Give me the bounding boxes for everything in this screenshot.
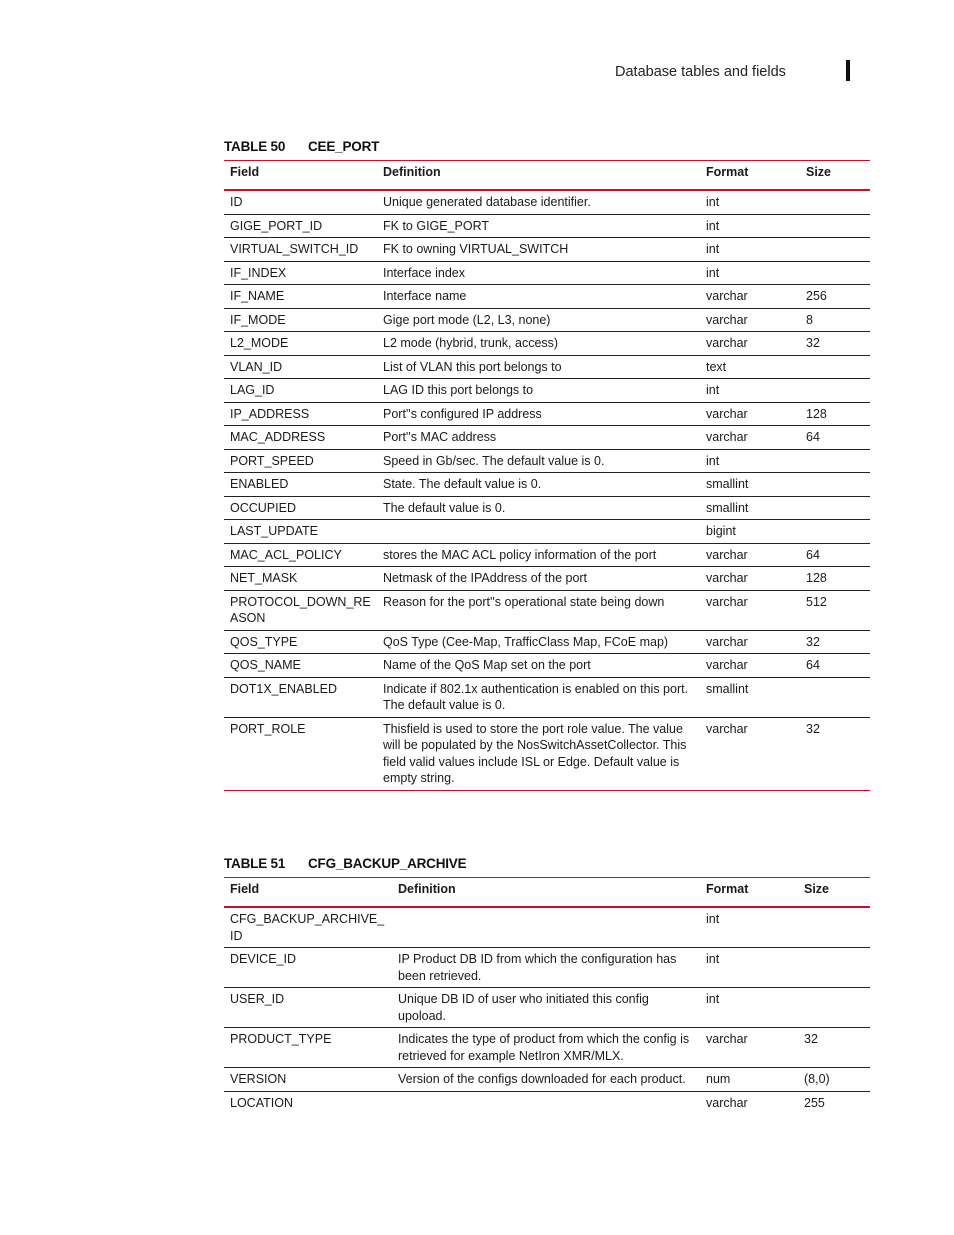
cell-format: varchar [700,285,800,309]
cell-definition: Port''s MAC address [377,426,700,450]
cell-definition [392,907,700,948]
table-row [224,379,870,403]
cell-field: IF_INDEX [224,261,377,285]
cell-definition: Port''s configured IP address [377,402,700,426]
table-50-name: CEE_PORT [308,139,380,154]
table-row [224,543,870,567]
cell-definition: Interface index [377,261,700,285]
header-marker-bar [846,60,850,81]
cell-field: VLAN_ID [224,355,377,379]
table-row [224,308,870,332]
cell-format: int [700,238,800,262]
table-row [224,988,870,1028]
cell-size: 128 [800,567,870,591]
cell-field: LAG_ID [224,379,377,403]
cell-field: MAC_ADDRESS [224,426,377,450]
cell-field: DOT1X_ENABLED [224,677,377,717]
table-row [224,630,870,654]
cell-format: varchar [706,1095,748,1110]
table-header-row [224,161,870,191]
cell-format: bigint [700,520,800,544]
cell-definition: Interface name [377,285,700,309]
cell-size: 512 [800,590,870,630]
table-row [224,567,870,591]
cell-size [800,520,870,544]
table-row [224,948,870,988]
column-header-format: Format [700,161,800,191]
cell-size [800,473,870,497]
cell-definition: FK to GIGE_PORT [377,214,700,238]
cell-field: MAC_ACL_POLICY [224,543,377,567]
table-row [224,402,870,426]
cell-field: GIGE_PORT_ID [224,214,377,238]
cell-format: varchar [700,426,800,450]
cell-format: int [700,379,800,403]
cell-format: int [700,988,798,1028]
cell-size [800,496,870,520]
cell-format: varchar [700,308,800,332]
table-row [224,473,870,497]
cell-size [800,379,870,403]
table-row [224,677,870,717]
cell-size: 256 [800,285,870,309]
cell-format: varchar [700,654,800,678]
cell-format: int [700,449,800,473]
cell-field: PORT_ROLE [224,717,377,790]
table-row [224,1028,870,1068]
cell-definition [392,1091,700,1114]
cell-format: text [700,355,800,379]
cell-field: QOS_NAME [224,654,377,678]
cell-definition: Speed in Gb/sec. The default value is 0. [377,449,700,473]
cell-field: LOCATION [230,1095,293,1110]
cee-port-table [224,160,870,791]
cell-format: varchar [700,630,800,654]
cell-definition [377,520,700,544]
cell-field: PORT_SPEED [224,449,377,473]
table-row [224,654,870,678]
cell-definition: State. The default value is 0. [377,473,700,497]
cfg-backup-archive-table [224,877,870,1114]
table-row [224,1068,870,1092]
cell-size [800,214,870,238]
cell-format: varchar [700,1028,798,1068]
cell-definition: Thisfield is used to store the port role value. The value will be populated by the NosSwitchAssetCollector. This field valid values include ISL or Edge. Default value is empty string. [377,717,700,790]
cell-format: int [700,907,798,948]
cell-size: 32 [800,630,870,654]
cell-size: 32 [800,332,870,356]
table-row [224,214,870,238]
column-header-format: Format [700,878,798,908]
column-header-definition: Definition [377,161,700,191]
cell-format: smallint [700,677,800,717]
table-row [224,332,870,356]
cell-format: int [700,261,800,285]
cell-definition: FK to owning VIRTUAL_SWITCH [377,238,700,262]
table-51-caption [224,856,466,871]
cell-size [798,907,870,948]
table-row [224,590,870,630]
cell-field: VERSION [224,1068,392,1092]
column-header-definition: Definition [392,878,700,908]
cell-size [798,988,870,1028]
cell-size [800,677,870,717]
table-row [224,355,870,379]
table-row [224,426,870,450]
cell-size [800,190,870,214]
cell-definition: LAG ID this port belongs to [377,379,700,403]
cell-definition: Netmask of the IPAddress of the port [377,567,700,591]
cell-definition: Unique generated database identifier. [377,190,700,214]
cell-field: IF_MODE [224,308,377,332]
cell-size: 255 [804,1095,825,1110]
column-header-field: Field [224,161,377,191]
cell-size [800,449,870,473]
cell-size [798,948,870,988]
cell-field: CFG_BACKUP_ARCHIVE_ID [224,907,392,948]
cell-field: LAST_UPDATE [224,520,377,544]
cell-definition: Indicate if 802.1x authentication is enabled on this port. The default value is 0. [377,677,700,717]
cell-field: L2_MODE [224,332,377,356]
table-50-label: TABLE 50 [224,139,286,154]
cell-field: USER_ID [224,988,392,1028]
cell-definition: L2 mode (hybrid, trunk, access) [377,332,700,356]
cell-definition: IP Product DB ID from which the configuration has been retrieved. [392,948,700,988]
cell-format: num [700,1068,798,1092]
table-header-row [224,878,870,908]
table-row [224,496,870,520]
cell-field: IP_ADDRESS [224,402,377,426]
cell-size [800,355,870,379]
table-row [224,261,870,285]
cell-format: smallint [700,473,800,497]
cell-field: IF_NAME [224,285,377,309]
cell-format: int [700,214,800,238]
table-row [224,285,870,309]
table-row [224,238,870,262]
cell-field: QOS_TYPE [224,630,377,654]
cell-field: NET_MASK [224,567,377,591]
cell-field: ID [224,190,377,214]
column-header-size: Size [800,161,870,191]
running-header-title: Database tables and fields [615,64,786,80]
cell-definition: Reason for the port''s operational state being down [377,590,700,630]
cell-field: VIRTUAL_SWITCH_ID [224,238,377,262]
cell-size: 64 [800,654,870,678]
cell-definition: Indicates the type of product from which the config is retrieved for example NetIron XMR/MLX. [392,1028,700,1068]
cell-definition: List of VLAN this port belongs to [377,355,700,379]
cell-format: smallint [700,496,800,520]
cell-definition: stores the MAC ACL policy information of the port [377,543,700,567]
table-row [224,717,870,790]
cell-field: OCCUPIED [224,496,377,520]
cell-format: varchar [700,717,800,790]
cell-format: varchar [700,332,800,356]
cell-definition: The default value is 0. [377,496,700,520]
table-row [224,190,870,214]
cell-size: 64 [800,426,870,450]
cell-size: 128 [800,402,870,426]
cell-field: DEVICE_ID [224,948,392,988]
column-header-size: Size [798,878,870,908]
cell-size [800,261,870,285]
cell-format: varchar [700,543,800,567]
cell-definition: Gige port mode (L2, L3, none) [377,308,700,332]
cell-size: 32 [800,717,870,790]
cell-field: PROTOCOL_DOWN_REASON [224,590,377,630]
table-row [224,1091,870,1114]
cell-format: int [700,948,798,988]
table-row [224,520,870,544]
cell-format: varchar [700,402,800,426]
cell-format: varchar [700,590,800,630]
table-50-caption [224,139,379,154]
cell-definition: Unique DB ID of user who initiated this config upoload. [392,988,700,1028]
cell-size [800,238,870,262]
cell-field: ENABLED [224,473,377,497]
table-row [224,449,870,473]
cell-field: PRODUCT_TYPE [224,1028,392,1068]
cell-definition: Name of the QoS Map set on the port [377,654,700,678]
cell-size: 64 [800,543,870,567]
table-row [224,907,870,948]
table-51-name: CFG_BACKUP_ARCHIVE [308,856,467,871]
cell-size: (8,0) [798,1068,870,1092]
cell-format: int [700,190,800,214]
cell-format: varchar [700,567,800,591]
table-51-label: TABLE 51 [224,856,286,871]
cell-size: 8 [800,308,870,332]
column-header-field: Field [224,878,392,908]
cell-definition: QoS Type (Cee-Map, TrafficClass Map, FCoE map) [377,630,700,654]
cell-size: 32 [798,1028,870,1068]
cell-definition: Version of the configs downloaded for each product. [392,1068,700,1092]
